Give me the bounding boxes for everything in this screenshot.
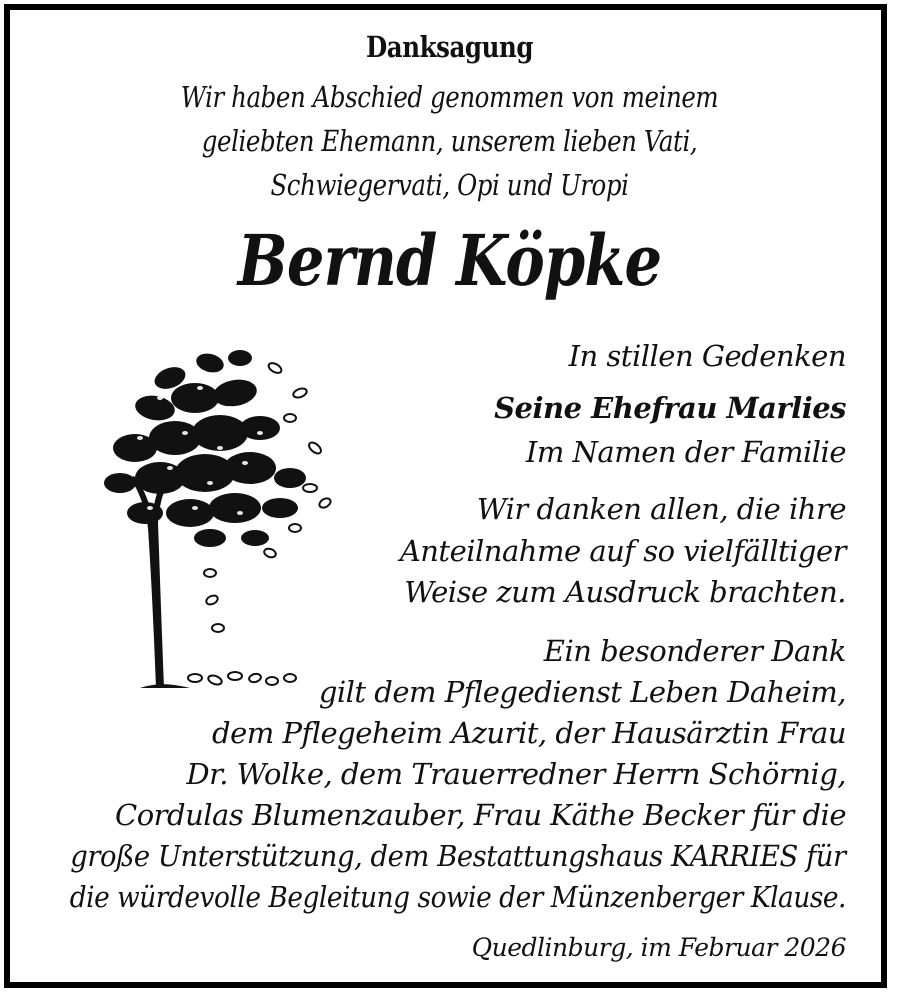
heading: Danksagung <box>365 30 534 64</box>
family-line: Im Namen der Familie <box>525 435 846 469</box>
thanks-special-line-2: gilt dem Pflegedienst Leben Daheim, <box>318 675 846 709</box>
thanks-special-line-1: Ein besonderer Dank <box>543 634 846 668</box>
thanks-general-line-3: Weise zum Ausdruck brachten. <box>404 575 846 609</box>
thanks-general-line-2: Anteilnahme auf so vielfälltiger <box>399 534 846 568</box>
intro-line-1: Wir haben Abschied genommen von meinem <box>180 80 719 114</box>
deceased-name: Bernd Köpke <box>237 219 662 302</box>
memorial-line: In stillen Gedenken <box>568 339 846 373</box>
thanks-special-line-5: Cordulas Blumenzauber, Frau Käthe Becker für die <box>115 798 846 832</box>
thanks-special-line-4: Dr. Wolke, dem Trauerredner Herrn Schörnig, <box>186 757 846 791</box>
place-date: Quedlinburg, im Februar 2026 <box>471 933 846 962</box>
thanks-special-line-7: die würdevolle Begleitung sowie der Münzenberger Klause. <box>69 880 846 914</box>
thanks-general-line-1: Wir danken allen, die ihre <box>476 492 846 526</box>
spouse-line: Seine Ehefrau Marlies <box>494 391 846 425</box>
thanks-special-line-3: dem Pflegeheim Azurit, der Hausärztin Frau <box>212 716 846 750</box>
intro-line-3: Schwiegervati, Opi und Uropi <box>270 168 629 202</box>
tree-with-falling-leaves-icon <box>100 338 340 693</box>
thanks-special-line-6: große Unterstützung, dem Bestattungshaus KARRIES für <box>70 839 846 873</box>
intro-line-2: geliebten Ehemann, unserem lieben Vati, <box>201 124 698 158</box>
